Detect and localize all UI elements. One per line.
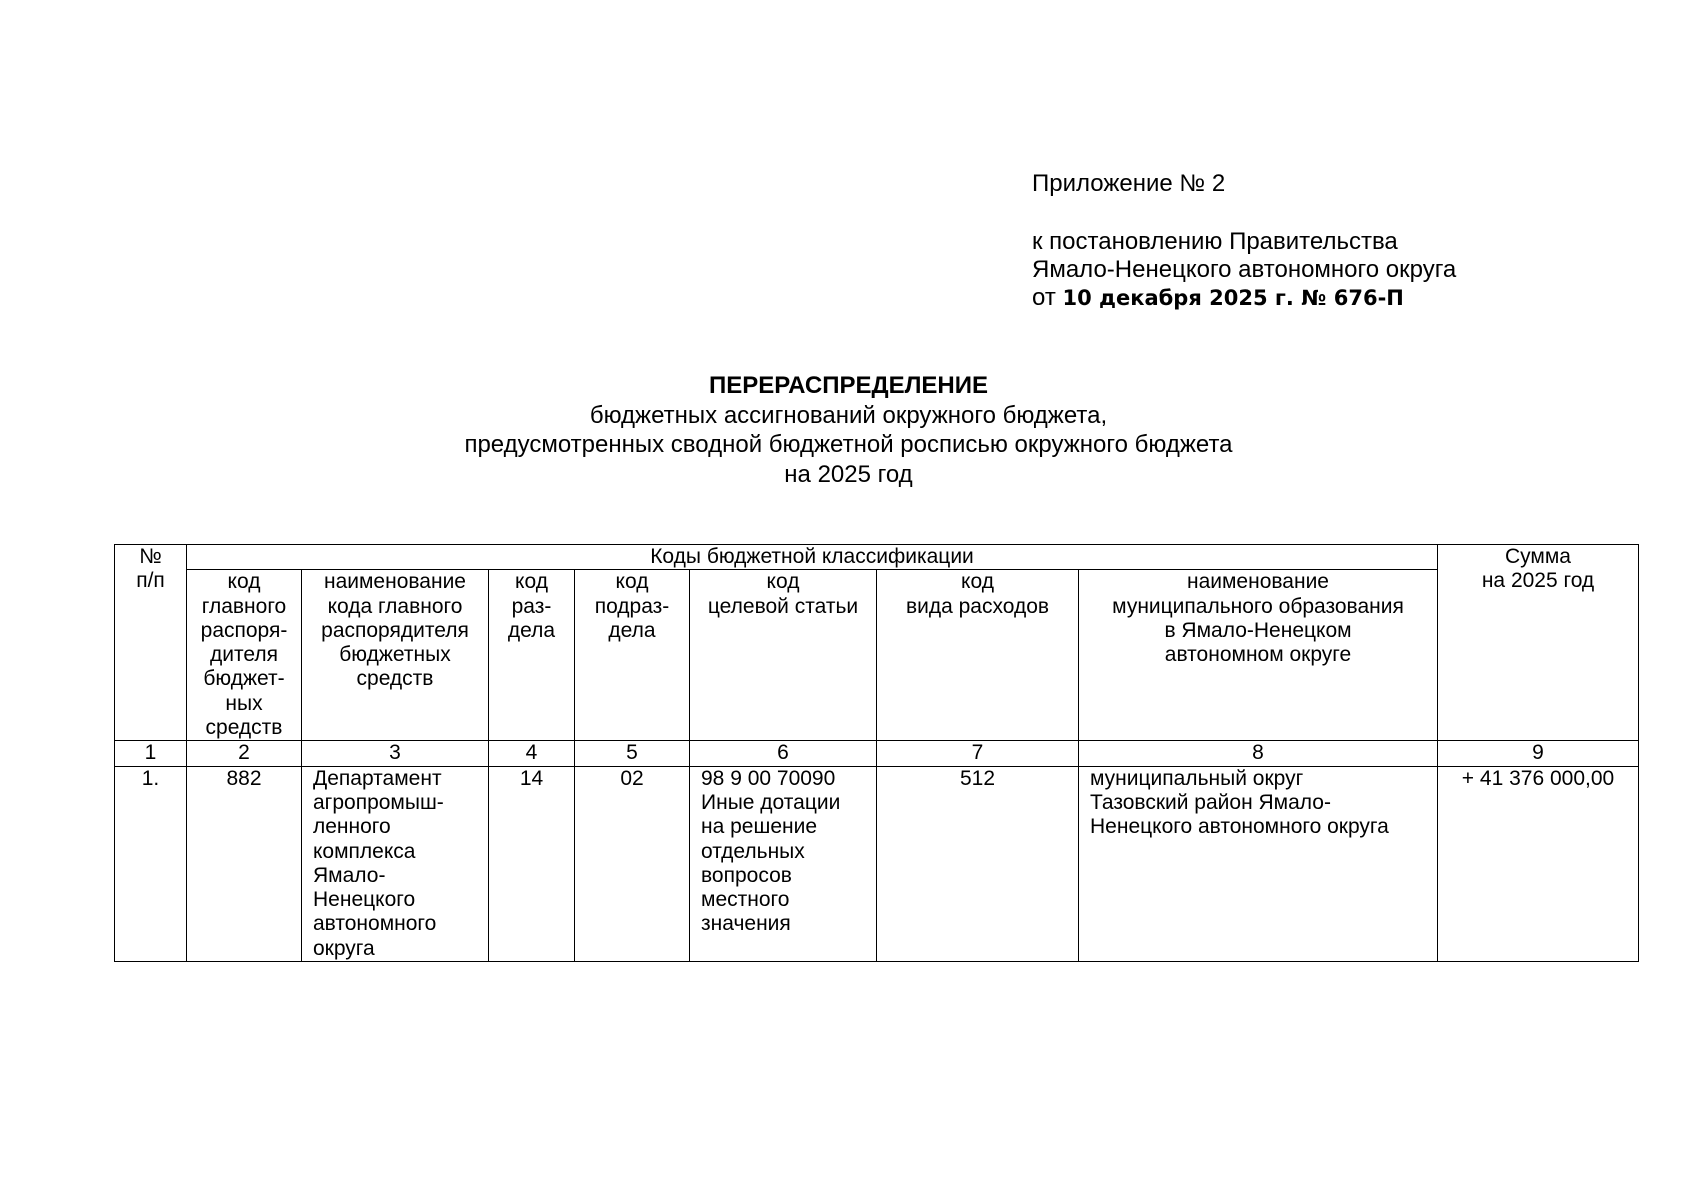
column-number: 3 (302, 741, 489, 766)
header-row (115, 545, 1639, 570)
cell-amount: + 41 376 000,00 (1438, 766, 1639, 961)
subheader-subsection: код подраз- дела (575, 570, 690, 741)
cell-gr-code: 882 (187, 766, 302, 961)
cell-expense-type: 512 (877, 766, 1079, 961)
column-number: 4 (489, 741, 575, 766)
title-line-3: на 2025 год (784, 460, 913, 488)
column-number-row (115, 741, 1639, 766)
subheader-gr-name: наименование кода главного распорядителя бюджетных средств (302, 570, 489, 741)
appendix-block (1032, 170, 1652, 312)
header-sum-label: Сумма на 2025 год (1481, 545, 1595, 593)
title-main: ПЕРЕРАСПРЕДЕЛЕНИЕ (708, 372, 989, 399)
appendix-decree-line (1032, 284, 1652, 312)
title-line-1: бюджетных ассигнований окружного бюджета, (589, 401, 1108, 429)
column-number: 9 (1438, 741, 1639, 766)
cell-num: 1. (115, 766, 187, 961)
subheader-expense-type: код вида расходов (877, 570, 1079, 741)
appendix-line-1: к постановлению Правительства (1032, 228, 1398, 255)
cell-subsection: 02 (575, 766, 690, 961)
column-number: 7 (877, 741, 1079, 766)
appendix-line-2: Ямало-Ненецкого автономного округа (1032, 256, 1457, 283)
subheader-gr-code: код главного распоря- дителя бюджет- ных средств (187, 570, 302, 741)
subheader-target: код целевой статьи (690, 570, 877, 741)
header-sum (1438, 545, 1639, 741)
appendix-number: Приложение № 2 (1032, 170, 1226, 197)
column-number: 8 (1079, 741, 1438, 766)
subheader-municipality: наименование муниципального образования в Ямало-Ненецком автономном округе (1079, 570, 1438, 741)
subheader-section: код раз- дела (489, 570, 575, 741)
column-number: 6 (690, 741, 877, 766)
column-number: 2 (187, 741, 302, 766)
cell-section: 14 (489, 766, 575, 961)
column-number: 5 (575, 741, 690, 766)
header-num-label: № п/п (136, 545, 165, 593)
title-line-2: предусмотренных сводной бюджетной росписью окружного бюджета (464, 431, 1233, 458)
cell-municipality: муниципальный округ Тазовский район Ямало- Ненецкого автономного округа (1079, 766, 1438, 961)
decree-number: 10 декабря 2025 г. № 676-П (1062, 286, 1404, 310)
table-row (115, 766, 1639, 961)
header-codes-group: Коды бюджетной классификации (187, 545, 1438, 570)
document-title (0, 371, 1697, 489)
column-number: 1 (115, 741, 187, 766)
from-prefix: от (1032, 284, 1056, 311)
cell-gr-name: Департамент агропромыш- ленного комплекса Ямало- Ненецкого автономного округа (302, 766, 489, 961)
budget-table (114, 544, 1639, 962)
cell-target: 98 9 00 70090 Иные дотации на решение отдельных вопросов местного значения (690, 766, 877, 961)
header-num (115, 545, 187, 741)
subheader-row (115, 570, 1639, 741)
